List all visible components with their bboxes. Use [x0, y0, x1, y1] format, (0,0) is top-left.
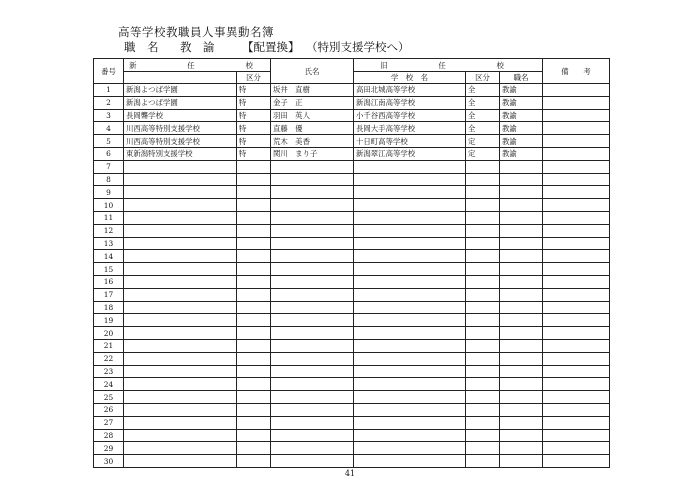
- new-school-cell: [124, 365, 237, 378]
- name-cell: 荒木 美香: [271, 135, 354, 148]
- remarks-cell: [543, 391, 610, 404]
- old-kubun-cell: 全: [466, 96, 500, 109]
- header-old-school: 旧 任 校: [354, 59, 543, 72]
- new-school-cell: [124, 339, 237, 352]
- old-kubun-cell: [466, 455, 500, 468]
- old-kubun-cell: [466, 301, 500, 314]
- old-school-cell: [354, 416, 466, 429]
- remarks-cell: [543, 263, 610, 276]
- row-number-cell: 11: [94, 211, 124, 224]
- position-cell: [500, 455, 543, 468]
- remarks-cell: [543, 365, 610, 378]
- table-row: [94, 224, 610, 237]
- new-kubun-cell: [237, 173, 271, 186]
- remarks-cell: [543, 327, 610, 340]
- table-row: [94, 391, 610, 404]
- name-cell: [271, 237, 354, 250]
- new-kubun-cell: 特: [237, 109, 271, 122]
- name-cell: [271, 442, 354, 455]
- name-cell: [271, 429, 354, 442]
- row-number-cell: 14: [94, 250, 124, 263]
- position-cell: [500, 199, 543, 212]
- old-kubun-cell: [466, 263, 500, 276]
- table-row: [94, 199, 610, 212]
- category-label: 【配置換】: [242, 40, 300, 54]
- name-cell: [271, 160, 354, 173]
- old-kubun-cell: 定: [466, 135, 500, 148]
- table-row: [94, 403, 610, 416]
- old-school-cell: [354, 403, 466, 416]
- new-school-cell: [124, 199, 237, 212]
- row-number-cell: 17: [94, 288, 124, 301]
- new-kubun-cell: [237, 352, 271, 365]
- header-number: 番号: [94, 59, 124, 84]
- new-school-cell: [124, 327, 237, 340]
- table-row: [94, 263, 610, 276]
- row-number-cell: 8: [94, 173, 124, 186]
- row-number-cell: 10: [94, 199, 124, 212]
- old-kubun-cell: [466, 173, 500, 186]
- new-school-cell: 東新潟特別支援学校: [124, 147, 237, 160]
- old-school-cell: [354, 301, 466, 314]
- position-cell: [500, 288, 543, 301]
- position-cell: [500, 339, 543, 352]
- table-row: [94, 288, 610, 301]
- table-row: [94, 378, 610, 391]
- remarks-cell: [543, 160, 610, 173]
- new-kubun-cell: [237, 211, 271, 224]
- personnel-table: [93, 58, 610, 468]
- header-new-school: 新 任 校: [124, 59, 271, 72]
- new-school-cell: [124, 429, 237, 442]
- old-kubun-cell: [466, 224, 500, 237]
- row-number-cell: 4: [94, 122, 124, 135]
- remarks-cell: [543, 186, 610, 199]
- old-kubun-cell: [466, 429, 500, 442]
- position-cell: [500, 224, 543, 237]
- old-kubun-cell: [466, 186, 500, 199]
- name-cell: [271, 314, 354, 327]
- old-school-cell: [354, 186, 466, 199]
- new-school-cell: [124, 416, 237, 429]
- remarks-cell: [543, 173, 610, 186]
- remarks-cell: [543, 84, 610, 97]
- header-new-school-blank: [124, 72, 237, 84]
- new-kubun-cell: [237, 263, 271, 276]
- header-old-school-name: 学 校 名: [354, 72, 466, 84]
- row-number-cell: 24: [94, 378, 124, 391]
- table-row: [94, 442, 610, 455]
- old-school-cell: [354, 250, 466, 263]
- new-school-cell: [124, 403, 237, 416]
- remarks-cell: [543, 275, 610, 288]
- new-school-cell: [124, 173, 237, 186]
- new-school-cell: [124, 352, 237, 365]
- row-number-cell: 19: [94, 314, 124, 327]
- remarks-cell: [543, 199, 610, 212]
- old-kubun-cell: [466, 160, 500, 173]
- remarks-cell: [543, 301, 610, 314]
- old-kubun-cell: [466, 211, 500, 224]
- table-row: [94, 109, 610, 122]
- new-school-cell: 川西高等特別支援学校: [124, 122, 237, 135]
- row-number-cell: 9: [94, 186, 124, 199]
- old-school-cell: [354, 224, 466, 237]
- old-kubun-cell: 定: [466, 147, 500, 160]
- position-cell: [500, 211, 543, 224]
- new-kubun-cell: 特: [237, 84, 271, 97]
- position-cell: [500, 250, 543, 263]
- old-kubun-cell: [466, 403, 500, 416]
- row-number-cell: 15: [94, 263, 124, 276]
- table-body: [94, 59, 610, 468]
- table-row: [94, 250, 610, 263]
- new-school-cell: [124, 160, 237, 173]
- job-value: 教 諭: [180, 40, 215, 54]
- position-cell: 教諭: [500, 122, 543, 135]
- table-row: [94, 301, 610, 314]
- new-school-cell: [124, 250, 237, 263]
- new-school-cell: [124, 186, 237, 199]
- old-school-cell: [354, 429, 466, 442]
- new-kubun-cell: [237, 429, 271, 442]
- old-kubun-cell: [466, 442, 500, 455]
- row-number-cell: 12: [94, 224, 124, 237]
- new-school-cell: [124, 442, 237, 455]
- header-remarks: 備 考: [543, 59, 610, 84]
- new-kubun-cell: [237, 301, 271, 314]
- table-row: [94, 275, 610, 288]
- old-school-cell: [354, 288, 466, 301]
- table-row: [94, 135, 610, 148]
- old-school-cell: [354, 211, 466, 224]
- old-kubun-cell: [466, 237, 500, 250]
- old-school-cell: [354, 237, 466, 250]
- remarks-cell: [543, 237, 610, 250]
- name-cell: 金子 正: [271, 96, 354, 109]
- row-number-cell: 22: [94, 352, 124, 365]
- old-school-cell: [354, 391, 466, 404]
- position-cell: 教諭: [500, 135, 543, 148]
- position-cell: [500, 160, 543, 173]
- new-kubun-cell: [237, 186, 271, 199]
- header-name: 氏名: [271, 59, 354, 84]
- table-row: [94, 314, 610, 327]
- new-kubun-cell: [237, 327, 271, 340]
- position-cell: [500, 391, 543, 404]
- row-number-cell: 27: [94, 416, 124, 429]
- new-kubun-cell: [237, 416, 271, 429]
- name-cell: [271, 263, 354, 276]
- new-kubun-cell: [237, 275, 271, 288]
- table-row: [94, 211, 610, 224]
- name-cell: [271, 250, 354, 263]
- name-cell: [271, 403, 354, 416]
- old-kubun-cell: [466, 275, 500, 288]
- old-school-cell: [354, 199, 466, 212]
- table-row: [94, 455, 610, 468]
- remarks-cell: [543, 109, 610, 122]
- header-old-kubun: 区分: [466, 72, 500, 84]
- old-kubun-cell: [466, 339, 500, 352]
- page-number: 41: [344, 469, 356, 478]
- position-cell: [500, 327, 543, 340]
- table-row: [94, 365, 610, 378]
- new-school-cell: [124, 275, 237, 288]
- row-number-cell: 1: [94, 84, 124, 97]
- name-cell: [271, 365, 354, 378]
- new-school-cell: [124, 224, 237, 237]
- position-cell: [500, 173, 543, 186]
- position-cell: [500, 186, 543, 199]
- old-school-cell: 高田北城高等学校: [354, 84, 466, 97]
- old-kubun-cell: [466, 391, 500, 404]
- row-number-cell: 23: [94, 365, 124, 378]
- old-kubun-cell: [466, 327, 500, 340]
- header-row: [94, 59, 610, 72]
- table-row: [94, 186, 610, 199]
- new-school-cell: 長岡聾学校: [124, 109, 237, 122]
- table-row: [94, 352, 610, 365]
- row-number-cell: 3: [94, 109, 124, 122]
- row-number-cell: 30: [94, 455, 124, 468]
- header-new-kubun: 区分: [237, 72, 271, 84]
- name-cell: [271, 275, 354, 288]
- old-kubun-cell: 全: [466, 109, 500, 122]
- new-school-cell: [124, 455, 237, 468]
- old-school-cell: [354, 263, 466, 276]
- old-school-cell: [354, 352, 466, 365]
- name-cell: [271, 416, 354, 429]
- remarks-cell: [543, 455, 610, 468]
- new-school-cell: [124, 237, 237, 250]
- name-cell: 直藤 優: [271, 122, 354, 135]
- subcategory-label: （特別支援学校へ）: [306, 40, 410, 54]
- old-school-cell: 小千谷西高等学校: [354, 109, 466, 122]
- old-kubun-cell: [466, 288, 500, 301]
- position-cell: 教諭: [500, 109, 543, 122]
- table-row: [94, 84, 610, 97]
- position-cell: [500, 378, 543, 391]
- old-kubun-cell: [466, 314, 500, 327]
- old-school-cell: [354, 378, 466, 391]
- document-title: 高等学校教職員人事異動名簿: [118, 25, 274, 39]
- row-number-cell: 28: [94, 429, 124, 442]
- name-cell: [271, 173, 354, 186]
- new-school-cell: [124, 314, 237, 327]
- position-cell: [500, 429, 543, 442]
- name-cell: [271, 327, 354, 340]
- old-school-cell: [354, 339, 466, 352]
- row-number-cell: 26: [94, 403, 124, 416]
- row-number-cell: 2: [94, 96, 124, 109]
- remarks-cell: [543, 211, 610, 224]
- name-cell: [271, 288, 354, 301]
- position-cell: [500, 365, 543, 378]
- table-row: [94, 339, 610, 352]
- old-school-cell: 長岡大手高等学校: [354, 122, 466, 135]
- new-kubun-cell: [237, 455, 271, 468]
- position-cell: [500, 263, 543, 276]
- row-number-cell: 16: [94, 275, 124, 288]
- name-cell: [271, 455, 354, 468]
- table-row: [94, 416, 610, 429]
- remarks-cell: [543, 442, 610, 455]
- position-cell: 教諭: [500, 96, 543, 109]
- remarks-cell: [543, 352, 610, 365]
- new-kubun-cell: [237, 442, 271, 455]
- header-old-position: 職名: [500, 72, 543, 84]
- position-cell: [500, 416, 543, 429]
- name-cell: 坂井 直樹: [271, 84, 354, 97]
- new-school-cell: [124, 301, 237, 314]
- new-school-cell: 川西高等特別支援学校: [124, 135, 237, 148]
- name-cell: 羽田 英人: [271, 109, 354, 122]
- old-school-cell: 新潟江南高等学校: [354, 96, 466, 109]
- position-cell: [500, 352, 543, 365]
- new-kubun-cell: [237, 199, 271, 212]
- new-school-cell: 新潟よつば学園: [124, 84, 237, 97]
- row-number-cell: 7: [94, 160, 124, 173]
- position-cell: [500, 301, 543, 314]
- position-cell: [500, 237, 543, 250]
- row-number-cell: 18: [94, 301, 124, 314]
- name-cell: [271, 199, 354, 212]
- remarks-cell: [543, 314, 610, 327]
- old-kubun-cell: [466, 378, 500, 391]
- position-cell: 教諭: [500, 84, 543, 97]
- new-kubun-cell: [237, 365, 271, 378]
- old-school-cell: [354, 160, 466, 173]
- new-school-cell: [124, 263, 237, 276]
- remarks-cell: [543, 122, 610, 135]
- table-row: [94, 96, 610, 109]
- old-kubun-cell: [466, 416, 500, 429]
- row-number-cell: 13: [94, 237, 124, 250]
- new-school-cell: 新潟よつば学園: [124, 96, 237, 109]
- new-kubun-cell: 特: [237, 122, 271, 135]
- new-kubun-cell: [237, 288, 271, 301]
- table-row: [94, 237, 610, 250]
- table-row: [94, 173, 610, 186]
- old-kubun-cell: [466, 365, 500, 378]
- new-school-cell: [124, 288, 237, 301]
- remarks-cell: [543, 288, 610, 301]
- table-row: [94, 160, 610, 173]
- name-cell: [271, 224, 354, 237]
- new-kubun-cell: [237, 237, 271, 250]
- position-cell: [500, 403, 543, 416]
- new-school-cell: [124, 211, 237, 224]
- row-number-cell: 6: [94, 147, 124, 160]
- position-cell: [500, 314, 543, 327]
- table-row: [94, 429, 610, 442]
- job-label: 職 名: [124, 40, 159, 54]
- old-school-cell: [354, 173, 466, 186]
- new-kubun-cell: [237, 403, 271, 416]
- old-school-cell: [354, 365, 466, 378]
- old-kubun-cell: [466, 352, 500, 365]
- name-cell: 関川 まり子: [271, 147, 354, 160]
- position-cell: [500, 275, 543, 288]
- remarks-cell: [543, 416, 610, 429]
- row-number-cell: 25: [94, 391, 124, 404]
- table-row: [94, 147, 610, 160]
- remarks-cell: [543, 147, 610, 160]
- new-school-cell: [124, 378, 237, 391]
- name-cell: [271, 339, 354, 352]
- new-school-cell: [124, 391, 237, 404]
- old-kubun-cell: [466, 199, 500, 212]
- new-kubun-cell: [237, 250, 271, 263]
- row-number-cell: 5: [94, 135, 124, 148]
- remarks-cell: [543, 378, 610, 391]
- remarks-cell: [543, 135, 610, 148]
- position-cell: 教諭: [500, 147, 543, 160]
- old-school-cell: [354, 275, 466, 288]
- table-row: [94, 327, 610, 340]
- name-cell: [271, 352, 354, 365]
- old-kubun-cell: [466, 250, 500, 263]
- old-school-cell: [354, 327, 466, 340]
- old-school-cell: 十日町高等学校: [354, 135, 466, 148]
- new-kubun-cell: 特: [237, 135, 271, 148]
- remarks-cell: [543, 96, 610, 109]
- new-kubun-cell: [237, 160, 271, 173]
- old-kubun-cell: 全: [466, 122, 500, 135]
- row-number-cell: 29: [94, 442, 124, 455]
- name-cell: [271, 186, 354, 199]
- remarks-cell: [543, 429, 610, 442]
- row-number-cell: 21: [94, 339, 124, 352]
- remarks-cell: [543, 339, 610, 352]
- new-kubun-cell: [237, 391, 271, 404]
- new-kubun-cell: 特: [237, 147, 271, 160]
- position-cell: [500, 442, 543, 455]
- remarks-cell: [543, 224, 610, 237]
- name-cell: [271, 378, 354, 391]
- remarks-cell: [543, 403, 610, 416]
- name-cell: [271, 391, 354, 404]
- name-cell: [271, 301, 354, 314]
- new-kubun-cell: [237, 378, 271, 391]
- new-kubun-cell: [237, 339, 271, 352]
- table-row: [94, 122, 610, 135]
- old-school-cell: [354, 455, 466, 468]
- old-kubun-cell: 全: [466, 84, 500, 97]
- old-school-cell: [354, 314, 466, 327]
- name-cell: [271, 211, 354, 224]
- new-kubun-cell: [237, 314, 271, 327]
- new-kubun-cell: 特: [237, 96, 271, 109]
- new-kubun-cell: [237, 224, 271, 237]
- old-school-cell: [354, 442, 466, 455]
- old-school-cell: 新潟翠江高等学校: [354, 147, 466, 160]
- row-number-cell: 20: [94, 327, 124, 340]
- remarks-cell: [543, 250, 610, 263]
